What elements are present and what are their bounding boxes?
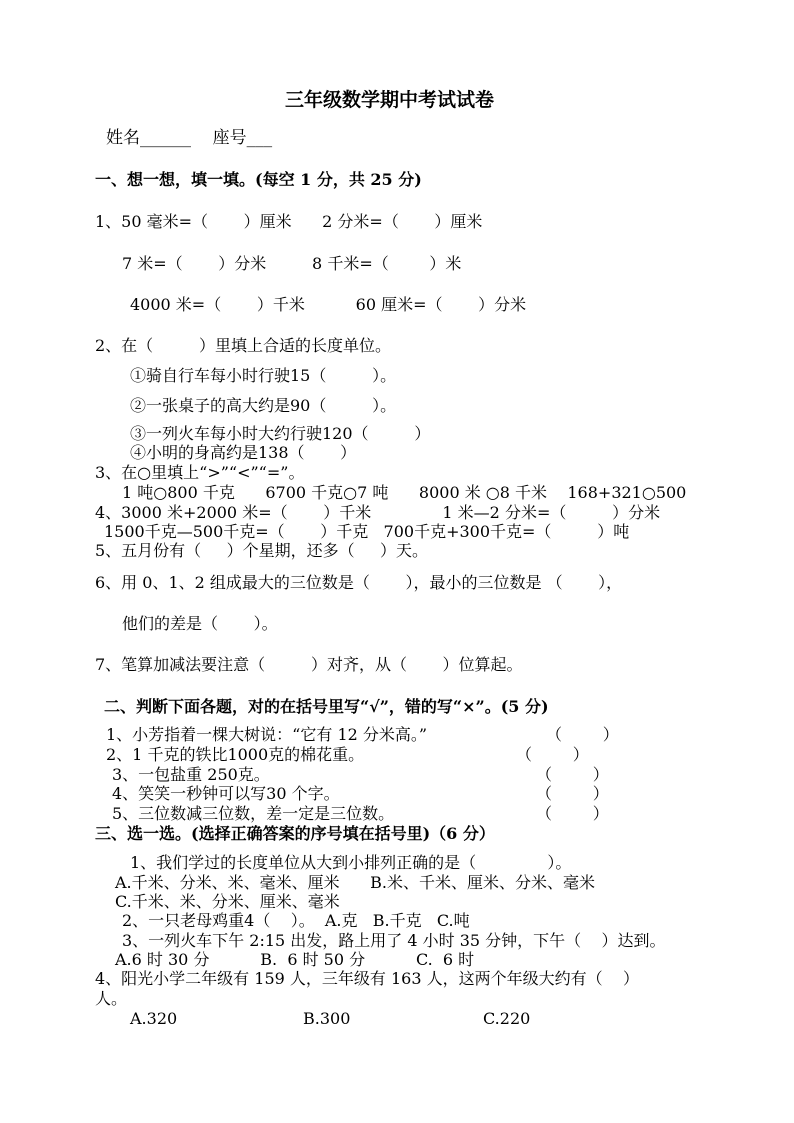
question-2-item-3: ③一列火车每小时大约行驶120（ ） [130,424,431,443]
section-3-heading: 三、选一选。(选择正确答案的序号填在括号里)（6 分） [95,824,495,843]
exam-title: 三年级数学期中考试试卷 [285,89,495,111]
choice-question-4-line-2: 人。 [95,989,128,1008]
judge-item-4: 4、笑笑一秒钟可以写30 个字。 [112,784,340,803]
choice-question-4-option-b: B.300 [303,1009,351,1028]
choice-question-1-options-ab: A.千米、分米、米、毫米、厘米 B.米、千米、厘米、分米、毫米 [115,873,596,892]
question-2: 2、在（ ）里填上合适的长度单位。 [95,336,391,355]
choice-question-1: 1、我们学过的长度单位从大到小排列正确的是（ ）。 [130,853,572,872]
question-3-items: 1 吨○800 千克 6700 千克○7 吨 8000 米 ○8 千米 168+321○500 [122,483,687,502]
choice-question-3-options: A.6 时 30 分 B. 6 时 50 分 C. 6 时 [115,950,475,969]
judge-answer-3[interactable]: （ ） [536,765,609,784]
judge-answer-2[interactable]: （ ） [516,745,589,764]
choice-question-2: 2、一只老母鸡重4（ ）。 A.克 B.千克 C.吨 [122,911,470,930]
question-1-line-3: 4000 米=（ ）千米 60 厘米=（ ）分米 [130,295,527,314]
choice-question-1-option-c: C.千米、米、分米、厘米、毫米 [115,892,340,911]
question-2-item-2: ②一张桌子的高大约是90（ ）。 [130,396,397,415]
section-1-heading: 一、想一想，填一填。(每空 1 分，共 25 分) [95,170,422,189]
question-6-line-2: 他们的差是（ ）。 [122,614,278,633]
question-2-item-4: ④小明的身高约是138（ ） [130,443,357,462]
judge-answer-1[interactable]: （ ） [546,725,619,744]
question-5: 5、五月份有（ ）个星期，还多（ ）天。 [95,541,429,560]
judge-item-5: 5、三位数减三位数，差一定是三位数。 [112,804,395,823]
question-4-line-1: 4、3000 米+2000 米=（ ）千米 1 米—2 分米=（ ）分米 [95,503,661,522]
question-4-line-2: 1500千克—500千克=（ ）千克 700千克+300千克=（ ）吨 [104,522,630,541]
student-info: 姓名______ 座号___ [106,128,273,148]
question-1-line-1: 1、50 毫米=（ ）厘米 2 分米=（ ）厘米 [95,212,483,231]
judge-item-1: 1、小芳指着一棵大树说：“它有 12 分米高。” [106,725,428,744]
judge-answer-4[interactable]: （ ） [536,784,609,803]
question-6-line-1: 6、用 0、1、2 组成最大的三位数是（ ），最小的三位数是 （ ）， [95,573,623,592]
choice-question-4-option-c: C.220 [483,1009,531,1028]
choice-question-4-option-a: A.320 [130,1009,178,1028]
question-2-item-1: ①骑自行车每小时行驶15（ ）。 [130,366,397,385]
choice-question-4-line-1: 4、阳光小学二年级有 159 人，三年级有 163 人，这两个年级大约有（ ） [95,969,639,988]
judge-item-3: 3、一包盐重 250克。 [112,765,270,784]
question-7: 7、笔算加减法要注意（ ）对齐，从（ ）位算起。 [95,655,523,674]
judge-answer-5[interactable]: （ ） [536,804,609,823]
question-1-line-2: 7 米=（ ）分米 8 千米=（ ）米 [122,254,462,273]
question-3: 3、在○里填上“>”“<”“=”。 [95,463,305,482]
choice-question-3: 3、一列火车下午 2:15 出发，路上用了 4 小时 35 分钟，下午（ ）达到。 [122,931,666,950]
judge-item-2: 2、1 千克的铁比1000克的棉花重。 [106,745,365,764]
section-2-heading: 二、判断下面各题，对的在括号里写“√”，错的写“×”。(5 分) [104,697,549,716]
